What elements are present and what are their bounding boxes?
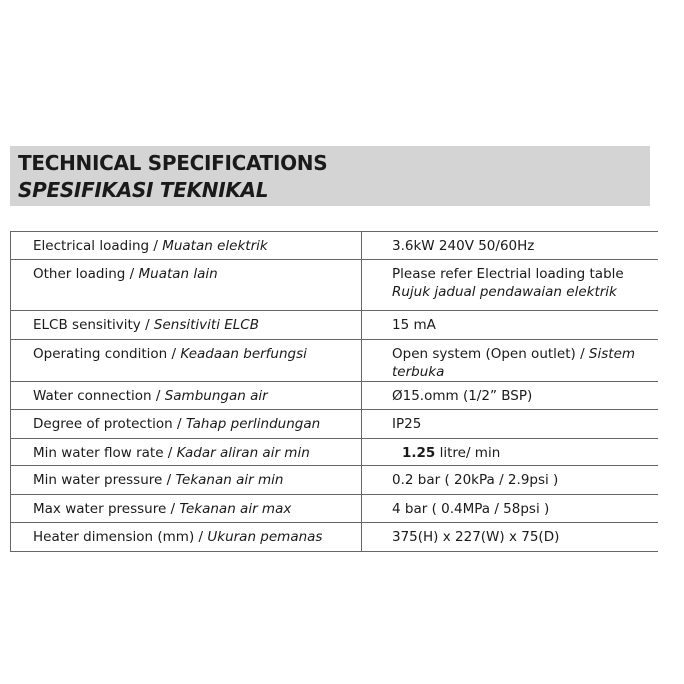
- table-row: [11, 466, 659, 495]
- row-value: 3.6kW 240V 50/60Hz: [362, 232, 659, 260]
- table-row: [11, 232, 659, 260]
- row-label: Degree of protection / Tahap perlindungan: [11, 410, 362, 439]
- row-value: IP25: [362, 410, 659, 439]
- row-value: 0.2 bar ( 20kPa / 2.9psi ): [362, 466, 659, 495]
- table-row: [11, 410, 659, 439]
- row-label: Min water pressure / Tekanan air min: [11, 466, 362, 495]
- row-value: 4 bar ( 0.4MPa / 58psi ): [362, 495, 659, 523]
- row-label: Min water flow rate / Kadar aliran air min: [11, 439, 362, 466]
- table-row: [11, 260, 659, 311]
- section-header: [10, 146, 650, 206]
- row-label: Water connection / Sambungan air: [11, 382, 362, 410]
- row-value: 375(H) x 227(W) x 75(D): [362, 523, 659, 552]
- row-value: Ø15.omm (1/2” BSP): [362, 382, 659, 410]
- row-label: Max water pressure / Tekanan air max: [11, 495, 362, 523]
- row-value: 1.25 litre/ min: [362, 439, 659, 466]
- row-value: Please refer Electrial loading table Rujuk jadual pendawaian elektrik: [362, 260, 659, 311]
- table-row: [11, 382, 659, 410]
- table-row: [11, 495, 659, 523]
- row-label: Heater dimension (mm) / Ukuran pemanas: [11, 523, 362, 552]
- row-label: Operating condition / Keadaan berfungsi: [11, 340, 362, 382]
- row-label: Electrical loading / Muatan elektrik: [11, 232, 362, 260]
- row-label: Other loading / Muatan lain: [11, 260, 362, 311]
- row-value: Open system (Open outlet) / Sistem terbuka: [362, 340, 659, 382]
- section-title: TECHNICAL SPECIFICATIONS: [18, 151, 328, 175]
- section-subtitle: SPESIFIKASI TEKNIKAL: [18, 178, 269, 202]
- table-row: [11, 523, 659, 552]
- row-value: 15 mA: [362, 311, 659, 340]
- spec-table: [10, 231, 658, 552]
- table-row: [11, 311, 659, 340]
- table-row: [11, 439, 659, 466]
- row-label: ELCB sensitivity / Sensitiviti ELCB: [11, 311, 362, 340]
- table-row: [11, 340, 659, 382]
